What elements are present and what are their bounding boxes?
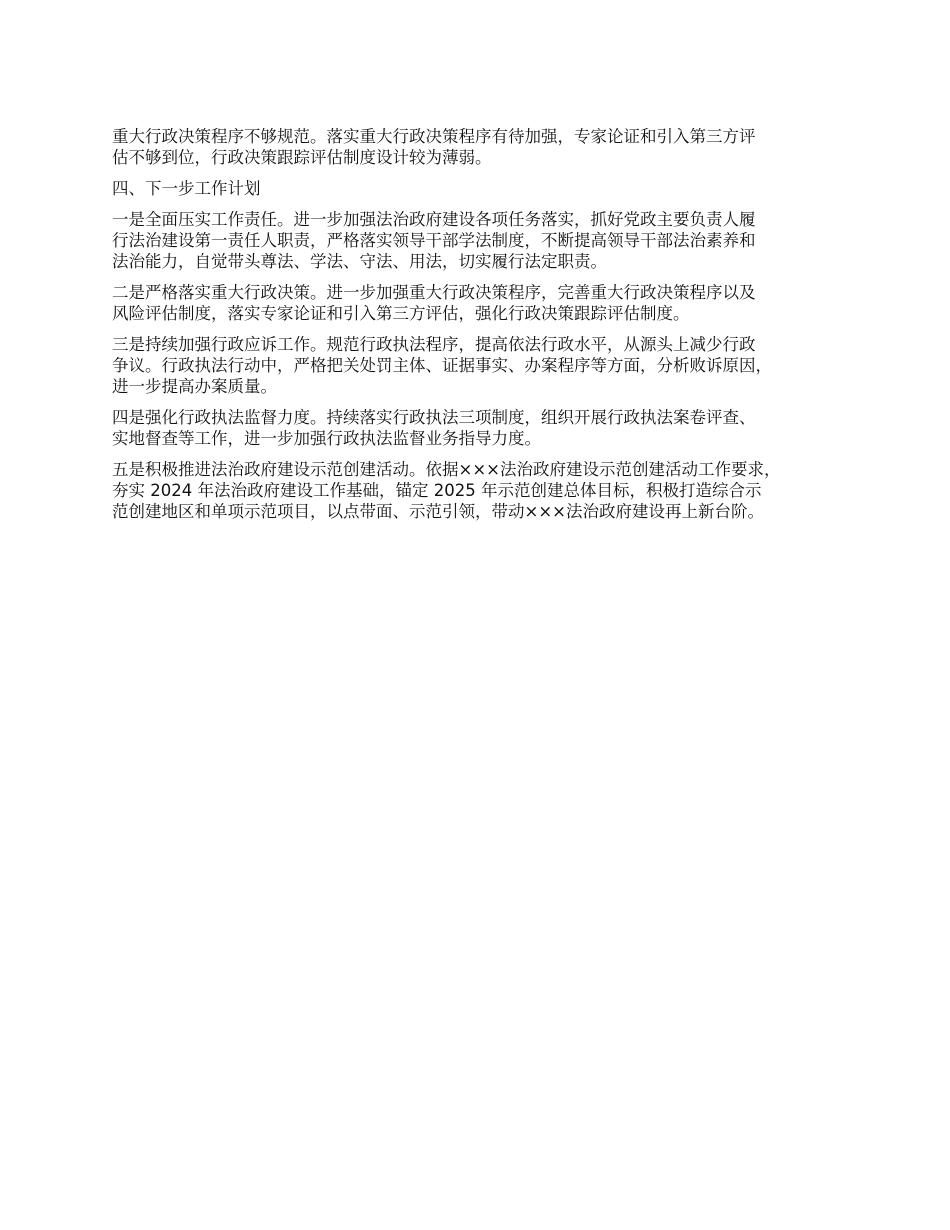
text-line: 一是全面压实工作责任。进一步加强法治政府建设各项任务落实，抓好党政主要负责人履 — [112, 210, 756, 229]
text-line: 四是强化行政执法监督力度。持续落实行政执法三项制度，组织开展行政执法案卷评查、 — [112, 408, 756, 427]
paragraph-plan-5 — [112, 459, 860, 522]
document-page — [112, 126, 860, 532]
text-line: 三是持续加强行政应诉工作。规范行政执法程序，提高依法行政水平，从源头上减少行政 — [112, 335, 756, 354]
text-line: 夯实 2024 年法治政府建设工作基础，锚定 2025 年示范创建总体目标，积极打造综合示 — [112, 481, 762, 500]
text-line: 法治能力，自觉带头尊法、学法、守法、用法，切实履行法定职责。 — [112, 252, 607, 271]
paragraph-plan-4 — [112, 407, 860, 449]
text-line: 实地督查等工作，进一步加强行政执法监督业务指导力度。 — [112, 429, 541, 448]
text-line: 范创建地区和单项示范项目，以点带面、示范引领，带动×××法治政府建设再上新台阶。 — [112, 502, 764, 521]
text-line: 风险评估制度，落实专家论证和引入第三方评估，强化行政决策跟踪评估制度。 — [112, 304, 690, 323]
text-line: 估不够到位，行政决策跟踪评估制度设计较为薄弱。 — [112, 148, 492, 167]
text-line: 重大行政决策程序不够规范。落实重大行政决策程序有待加强，专家论证和引入第三方评 — [112, 127, 756, 146]
text-line: 行法治建设第一责任人职责，严格落实领导干部学法制度，不断提高领导干部法治素养和 — [112, 231, 756, 250]
paragraph-plan-3 — [112, 334, 860, 397]
paragraph-plan-2 — [112, 282, 860, 324]
text-line: 五是积极推进法治政府建设示范创建活动。依据×××法治政府建设示范创建活动工作要求， — [112, 460, 781, 479]
text-line: 争议。行政执法行动中，严格把关处罚主体、证据事实、办案程序等方面，分析败诉原因， — [112, 356, 772, 375]
section-heading: 四、下一步工作计划 — [112, 179, 261, 198]
text-line: 进一步提高办案质量。 — [112, 377, 277, 396]
text-line: 二是严格落实重大行政决策。进一步加强重大行政决策程序，完善重大行政决策程序以及 — [112, 283, 756, 302]
paragraph-decision-procedure — [112, 126, 860, 168]
paragraph-plan-1 — [112, 209, 860, 272]
